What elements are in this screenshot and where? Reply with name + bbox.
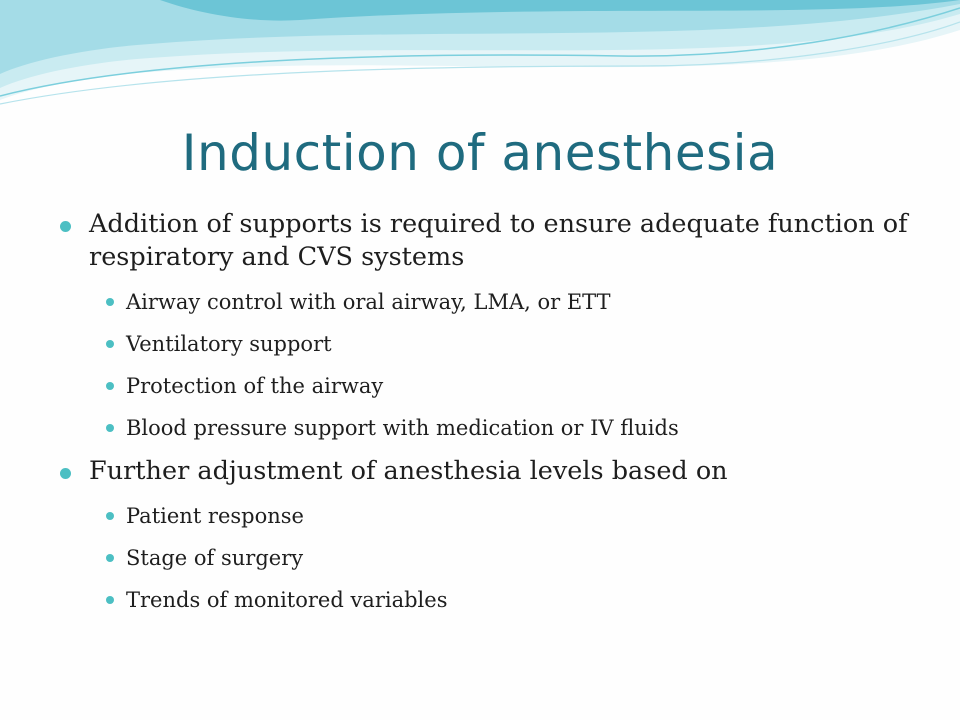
sub-bullet-text: Stage of surgery: [126, 546, 304, 570]
bullet-dot-icon: [106, 424, 114, 432]
bullet-dot-icon: [60, 221, 71, 232]
bullet-dot-icon: [106, 554, 114, 562]
bullet-dot-icon: [106, 340, 114, 348]
sub-bullet-text: Patient response: [126, 504, 304, 528]
sub-bullet-item: [60, 372, 920, 400]
header-wave-decoration: [0, 0, 960, 120]
bullet-text: Further adjustment of anesthesia levels based on: [89, 456, 728, 486]
bullet-dot-icon: [106, 382, 114, 390]
bullet-item: [60, 208, 920, 274]
sub-bullet-item: [60, 414, 920, 442]
sub-bullet-item: [60, 502, 920, 530]
sub-bullet-text: Protection of the airway: [126, 374, 384, 398]
bullet-text: Addition of supports is required to ensure adequate function of respiratory and CVS systems: [89, 209, 908, 272]
bullet-dot-icon: [106, 596, 114, 604]
bullet-item: [60, 455, 920, 488]
sub-bullet-text: Ventilatory support: [126, 332, 332, 356]
bullet-list: [60, 208, 920, 614]
sub-bullet-text: Trends of monitored variables: [126, 588, 448, 612]
sub-bullet-item: [60, 586, 920, 614]
bullet-dot-icon: [106, 298, 114, 306]
sub-bullet-text: Airway control with oral airway, LMA, or ETT: [126, 290, 611, 314]
sub-bullet-item: [60, 330, 920, 358]
sub-bullet-item: [60, 288, 920, 316]
bullet-dot-icon: [60, 468, 71, 479]
sub-bullet-item: [60, 544, 920, 572]
sub-bullet-text: Blood pressure support with medication or IV fluids: [126, 416, 679, 440]
slide-title: Induction of anesthesia: [181, 124, 779, 182]
bullet-dot-icon: [106, 512, 114, 520]
